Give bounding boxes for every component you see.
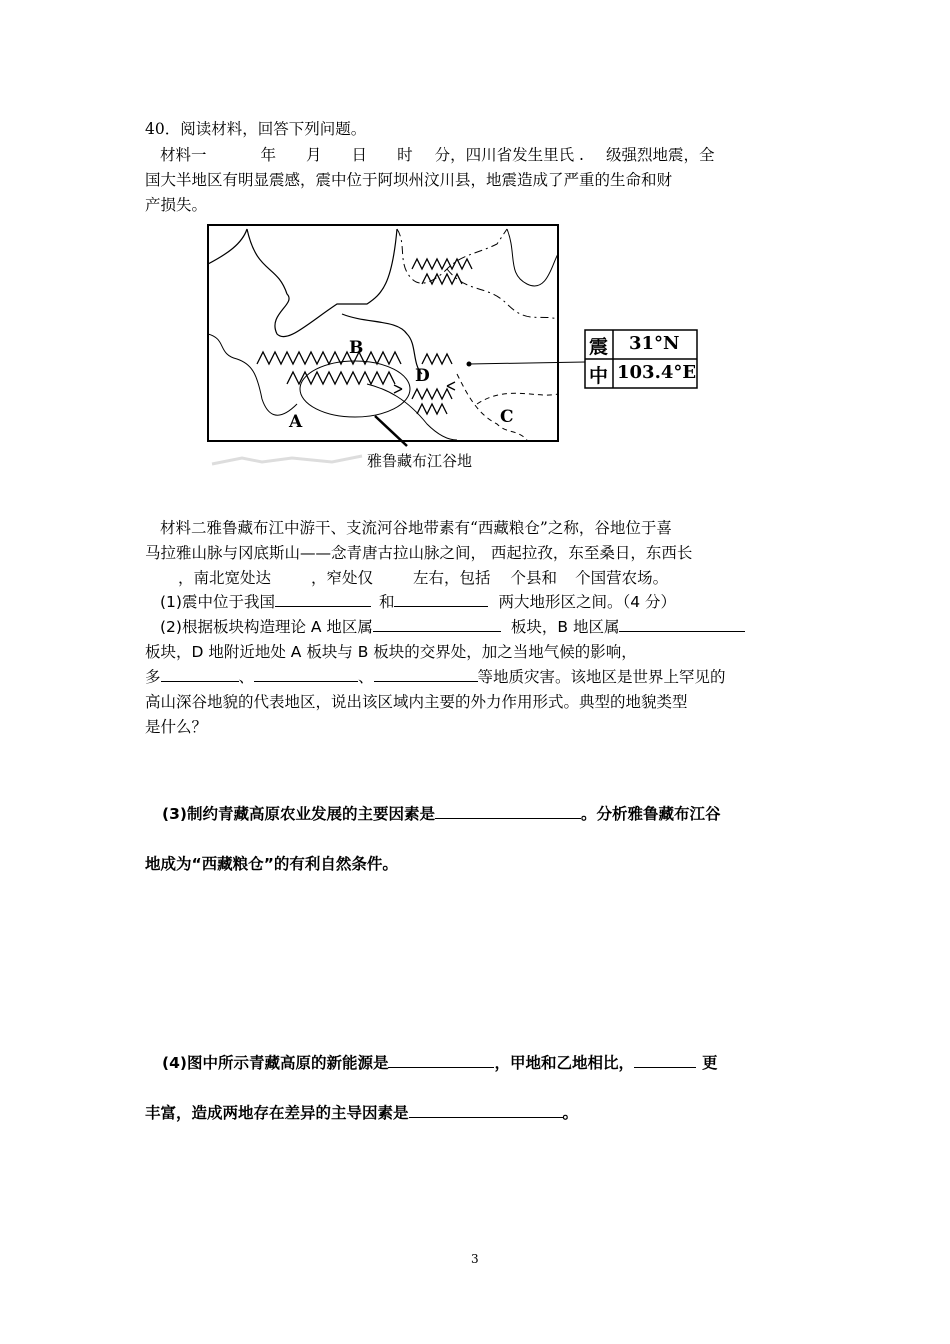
question-4-line2: 丰富，造成两地存在差异的主导因素是 。 bbox=[145, 1104, 579, 1122]
epicenter-dot bbox=[467, 362, 472, 367]
q2-answer-blank-a-plate[interactable] bbox=[373, 617, 501, 632]
river-south bbox=[367, 384, 457, 440]
material1-line2: 国大半地区有明显震感，震中位于阿坝州汶川县，地震造成了严重的生命和财 bbox=[145, 171, 673, 189]
epicenter-pointer bbox=[469, 362, 585, 364]
material1-line1 bbox=[160, 143, 714, 165]
q1-answer-blank-2[interactable] bbox=[394, 592, 488, 607]
border-line-west bbox=[208, 334, 297, 415]
map-label-c: C bbox=[500, 407, 514, 427]
q3-answer-blank[interactable] bbox=[435, 804, 581, 819]
q2-answer-blank-hazard-3[interactable] bbox=[374, 667, 478, 682]
scan-artifact bbox=[212, 456, 362, 464]
material1-label: 材料一 bbox=[160, 146, 207, 164]
valley-ellipse bbox=[300, 361, 410, 417]
minute-label: 分，四川省发生里氏 . bbox=[434, 146, 584, 164]
q2-answer-blank-b-plate[interactable] bbox=[619, 617, 745, 632]
question-2-line2: 板块，D 地附近地处 A 板块与 B 板块的交界处，加之当地气候的影响， bbox=[145, 643, 637, 661]
question-2-line5: 是什么？ bbox=[145, 718, 208, 736]
mountain-chain-south bbox=[257, 352, 401, 384]
question-title: 40．阅读材料，回答下列问题。 bbox=[145, 120, 367, 138]
material2-line1: 材料二雅鲁藏布江中游干、支流河谷地带素有“西藏粮仓”之称，谷地位于喜 bbox=[160, 519, 672, 537]
map-label-b: B bbox=[349, 338, 364, 358]
question-2-line1: (2)根据板块构造理论 A 地区属 板块，B 地区属 bbox=[160, 615, 745, 637]
q4-answer-blank-factor[interactable] bbox=[409, 1103, 563, 1118]
question-2-line4: 高山深谷地貌的代表地区，说出该区域内主要的外力作用形式。典型的地貌类型 bbox=[145, 693, 688, 711]
epicenter-latitude: 31°N bbox=[629, 333, 680, 354]
map-label-d: D bbox=[415, 366, 430, 386]
month-label: 月 bbox=[306, 146, 322, 164]
q2-answer-blank-hazard-1[interactable] bbox=[161, 667, 239, 682]
question-3-line1: (3)制约青藏高原农业发展的主要因素是 。分析雅鲁藏布江谷 bbox=[162, 805, 721, 823]
material2-line2: 马拉雅山脉与冈底斯山——念青唐古拉山脉之间， 西起拉孜，东至桑日，东西长 bbox=[145, 544, 693, 562]
province-border-east bbox=[447, 269, 558, 319]
province-border-south bbox=[457, 374, 527, 440]
province-border-c bbox=[477, 393, 558, 404]
epicenter-label-2: 中 bbox=[589, 365, 609, 387]
q2-answer-blank-hazard-2[interactable] bbox=[254, 667, 358, 682]
epicenter-label-1: 震 bbox=[589, 336, 609, 358]
material2-line3: ，南北宽处达 ，窄处仅 左右，包括 个县和 个国营农场。 bbox=[178, 569, 669, 587]
map-label-a: A bbox=[289, 412, 303, 432]
map-figure bbox=[207, 224, 707, 478]
magnitude-label: 级强烈地震，全 bbox=[605, 146, 715, 164]
page-number: 3 bbox=[471, 1252, 479, 1266]
q4-answer-blank-place[interactable] bbox=[634, 1053, 696, 1068]
question-2-line3: 多 、 、 等地质灾害。该地区是世界上罕见的 bbox=[145, 668, 726, 686]
epicenter-longitude: 103.4°E bbox=[617, 362, 697, 383]
river-north bbox=[507, 229, 558, 286]
valley-caption: 雅鲁藏布江谷地 bbox=[367, 452, 473, 470]
material1-line3: 产损失。 bbox=[145, 196, 208, 214]
year-label: 年 bbox=[260, 146, 277, 164]
mountain-chain-north bbox=[412, 259, 472, 284]
q1-answer-blank-1[interactable] bbox=[275, 592, 371, 607]
question-3-line2: 地成为“西藏粮仓”的有利自然条件。 bbox=[145, 855, 398, 873]
question-1: (1)震中位于我国 和 两大地形区之间。（4 分） bbox=[160, 593, 677, 611]
q4-answer-blank-energy[interactable] bbox=[388, 1053, 494, 1068]
question-4-line1: (4)图中所示青藏高原的新能源是 ，甲地和乙地相比， 更 bbox=[162, 1054, 718, 1072]
day-label: 日 bbox=[351, 146, 368, 164]
hour-label: 时 bbox=[397, 146, 413, 164]
